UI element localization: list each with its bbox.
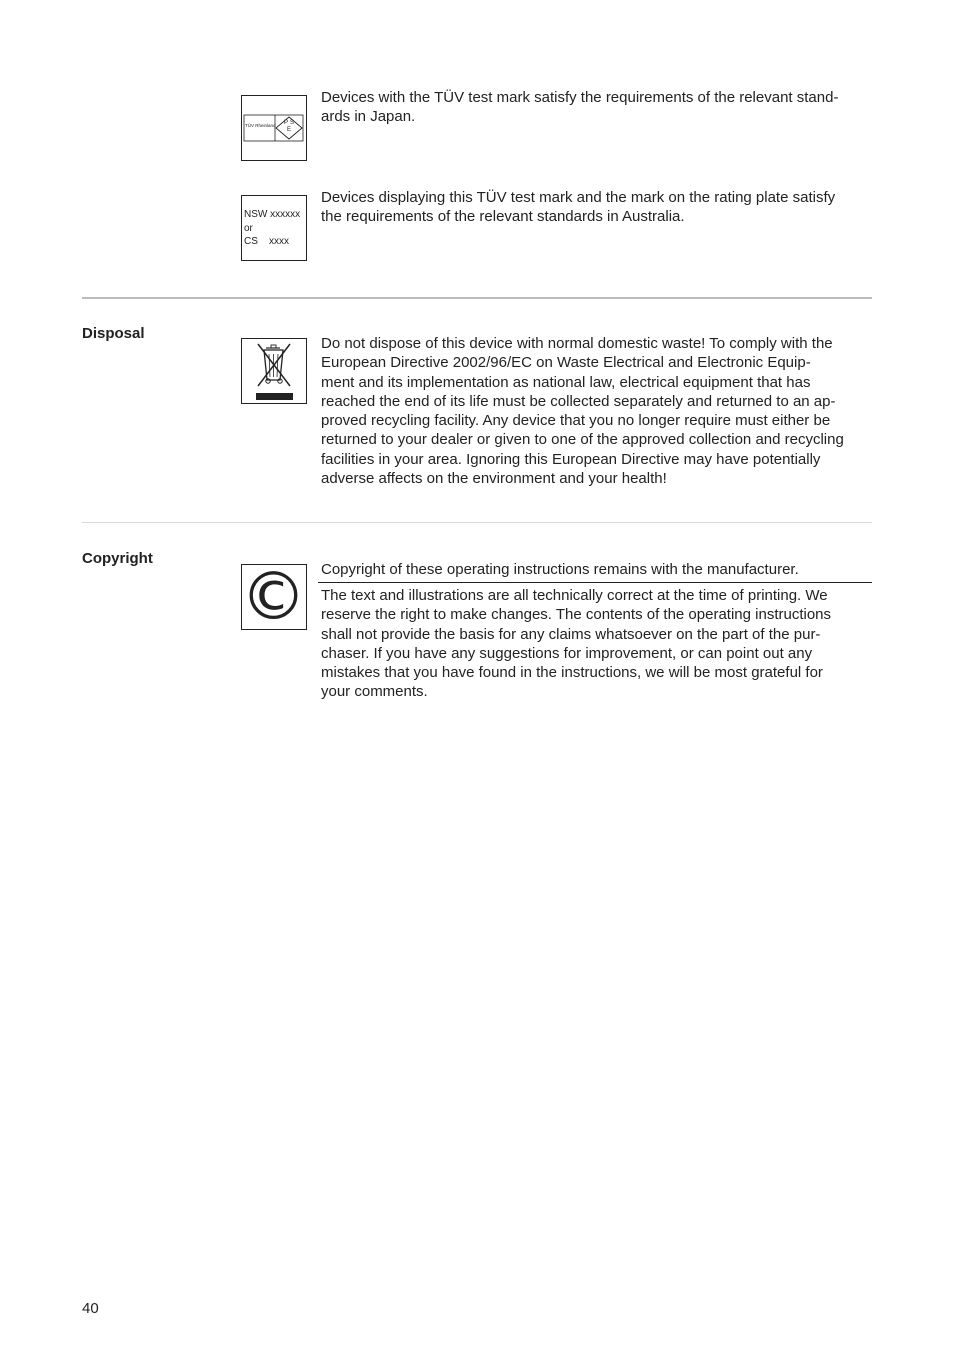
page-number: 40	[82, 1300, 99, 1317]
pse-letter-p: P	[284, 120, 289, 126]
crossed-bin-icon	[241, 338, 307, 404]
or-line: or	[244, 223, 253, 234]
tuv-japan-mark-icon	[241, 95, 307, 161]
copyright-heading: Copyright	[82, 550, 153, 567]
pse-letter-s: S	[290, 120, 295, 126]
tuv-japan-mark-label: TÜV Rheinland	[245, 123, 276, 128]
copyright-text: The text and illustrations are all technically correct at the time of printing. We reserve the right to make changes. The contents of the operating instructions shall not provide the basis for any claims whatsoever on the part of the pur- chaser. If you have any suggestions for improvement, or can point out any mistakes that you have found in the instructions, we will be most grateful for your comments.	[321, 587, 832, 701]
disposal-text: Do not dispose of this device with normal domestic waste! To comply with the European Directive 2002/96/EC on Waste Electrical and Electronic Equip- ment and its implementation as national law, electrical equipment that has reached the end of its life must be collected separately and returned to an ap- proved recycling facility. Any device that you no longer require must either be returned to your dealer or given to one of the approved collection and recycling facilities in your area. Ignoring this European Directive may have potentially adverse affects on the environment and your health!	[321, 335, 844, 488]
copyright-lead: Copyright of these operating instructions remains with the manufacturer.	[321, 561, 799, 578]
nsw-line: NSW xxxxxx	[244, 209, 301, 220]
cs-line: CS xxxx	[244, 236, 290, 247]
section-divider	[82, 522, 872, 523]
copyright-symbol: ©	[240, 558, 307, 635]
section-divider	[82, 297, 872, 299]
tuv-australia-mark-icon	[241, 195, 307, 261]
tuv-australia-text: Devices displaying this TÜV test mark and the mark on the rating plate satisfy the requirements of the relevant standards in Australia.	[321, 189, 836, 226]
pse-letter-e: E	[287, 127, 292, 133]
tuv-japan-text: Devices with the TÜV test mark satisfy the requirements of the relevant stand- ards in Japan.	[321, 89, 839, 126]
copyright-lead-underline	[318, 582, 872, 583]
disposal-heading: Disposal	[82, 325, 145, 342]
copyright-icon	[240, 558, 307, 635]
